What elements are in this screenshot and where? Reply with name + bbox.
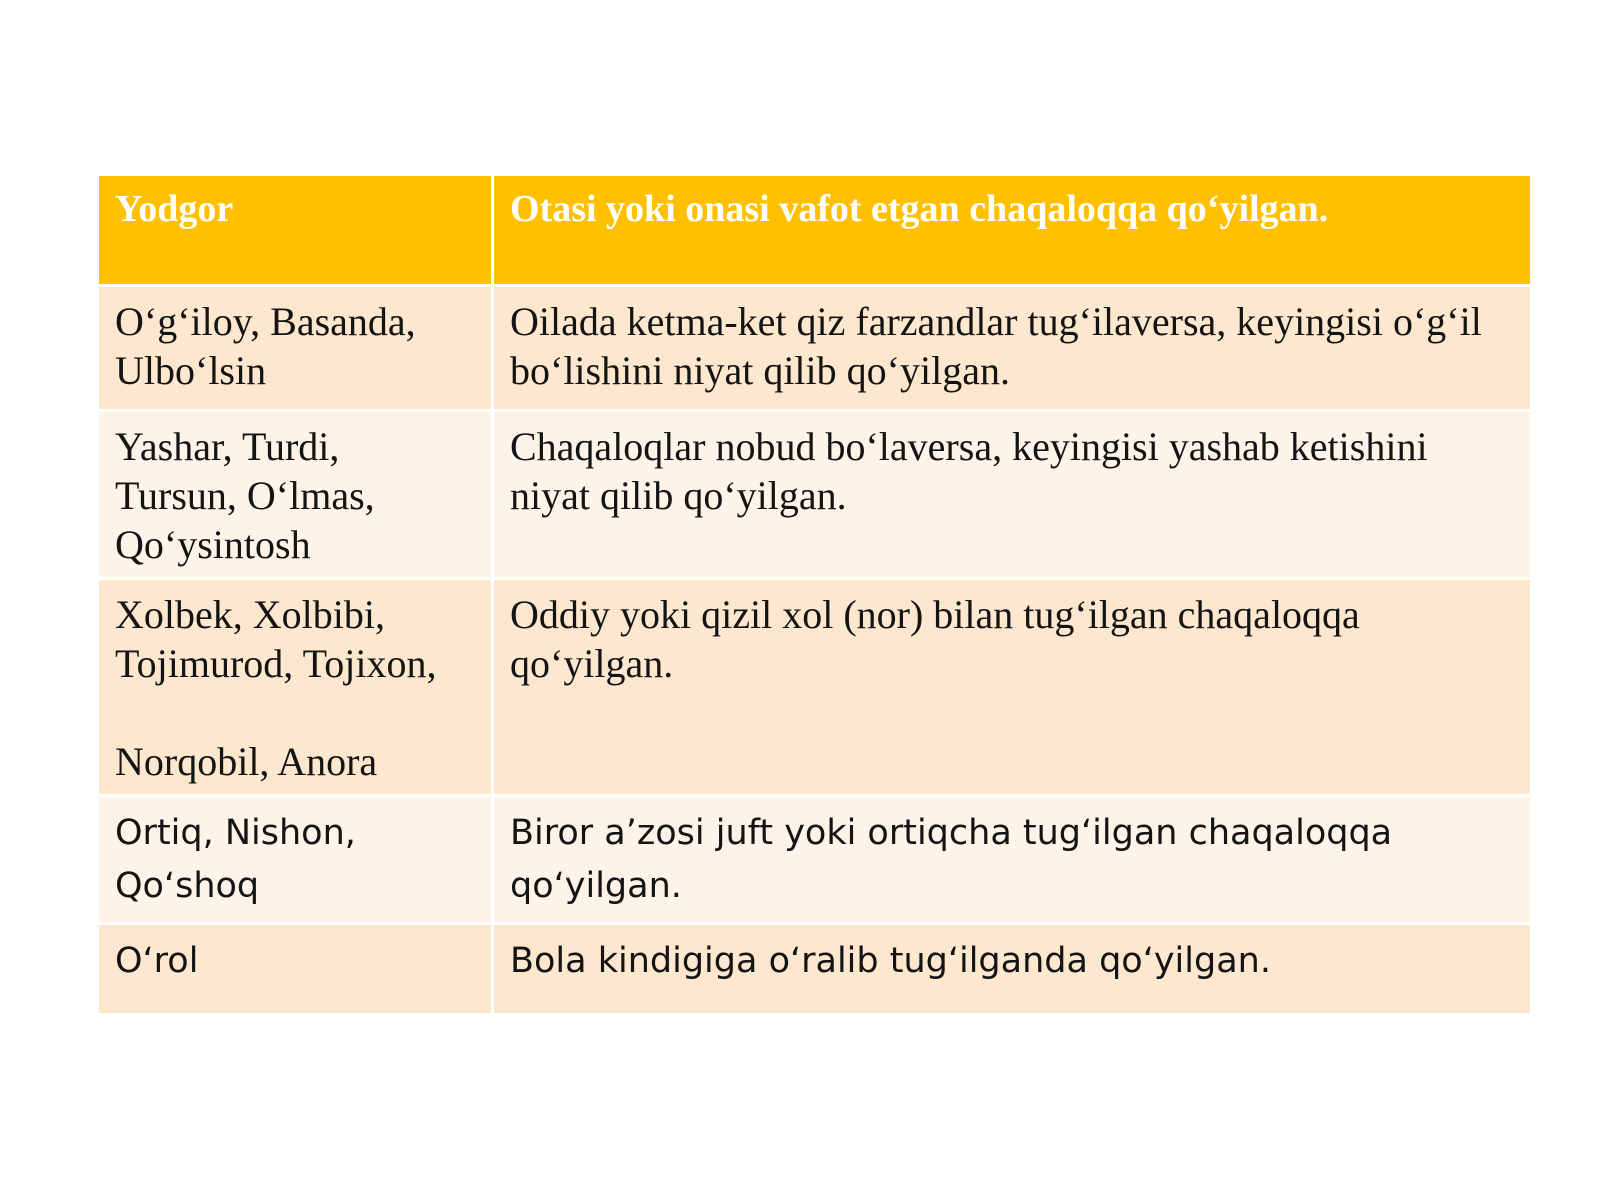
table-row: [98, 286, 1532, 411]
meaning-cell: Oilada ketma-ket qiz farzandlar tug‘ilaversa, keyingisi o‘g‘il bo‘lishini niyat qilib qo‘yilgan.: [493, 286, 1532, 411]
name-line: Qo‘ysintosh: [115, 522, 311, 567]
header-cell-name: Yodgor: [98, 175, 493, 286]
names-cell: [98, 286, 493, 411]
name-line: Ulbo‘lsin: [115, 348, 267, 393]
meaning-cell: Chaqaloqlar nobud bo‘laversa, keyingisi yashab ketishini niyat qilib qo‘yilgan.: [493, 411, 1532, 579]
table-row: [98, 411, 1532, 579]
name-line: Xolbek, Xolbibi,: [115, 592, 385, 637]
name-line: Qo‘shoq: [115, 866, 260, 906]
table-row: [98, 579, 1532, 796]
table-row: [98, 796, 1532, 924]
names-cell: [98, 924, 493, 1015]
table-header-row: [98, 175, 1532, 286]
name-line: Tursun, O‘lmas,: [115, 473, 375, 518]
name-line: Norqobil, Anora: [115, 739, 378, 784]
name-line: O‘g‘iloy, Basanda,: [115, 299, 416, 344]
names-cell: [98, 796, 493, 924]
name-line: Yashar, Turdi,: [115, 424, 340, 469]
names-table: [96, 173, 1533, 1016]
names-cell: [98, 411, 493, 579]
line-gap: [115, 688, 475, 737]
table-row: [98, 924, 1532, 1015]
meaning-cell: Bola kindigiga o‘ralib tug‘ilganda qo‘yilgan.: [493, 924, 1532, 1015]
header-cell-meaning: Otasi yoki onasi vafot etgan chaqaloqqa qo‘yilgan.: [493, 175, 1532, 286]
meaning-cell: Biror a’zosi juft yoki ortiqcha tug‘ilgan chaqaloqqa qo‘yilgan.: [493, 796, 1532, 924]
name-line: O‘rol: [115, 941, 199, 981]
name-line: Ortiq, Nishon,: [115, 813, 356, 853]
meaning-cell: Oddiy yoki qizil xol (nor) bilan tug‘ilgan chaqaloqqa qo‘yilgan.: [493, 579, 1532, 796]
name-line: Tojimurod, Tojixon,: [115, 641, 437, 686]
names-cell: [98, 579, 493, 796]
